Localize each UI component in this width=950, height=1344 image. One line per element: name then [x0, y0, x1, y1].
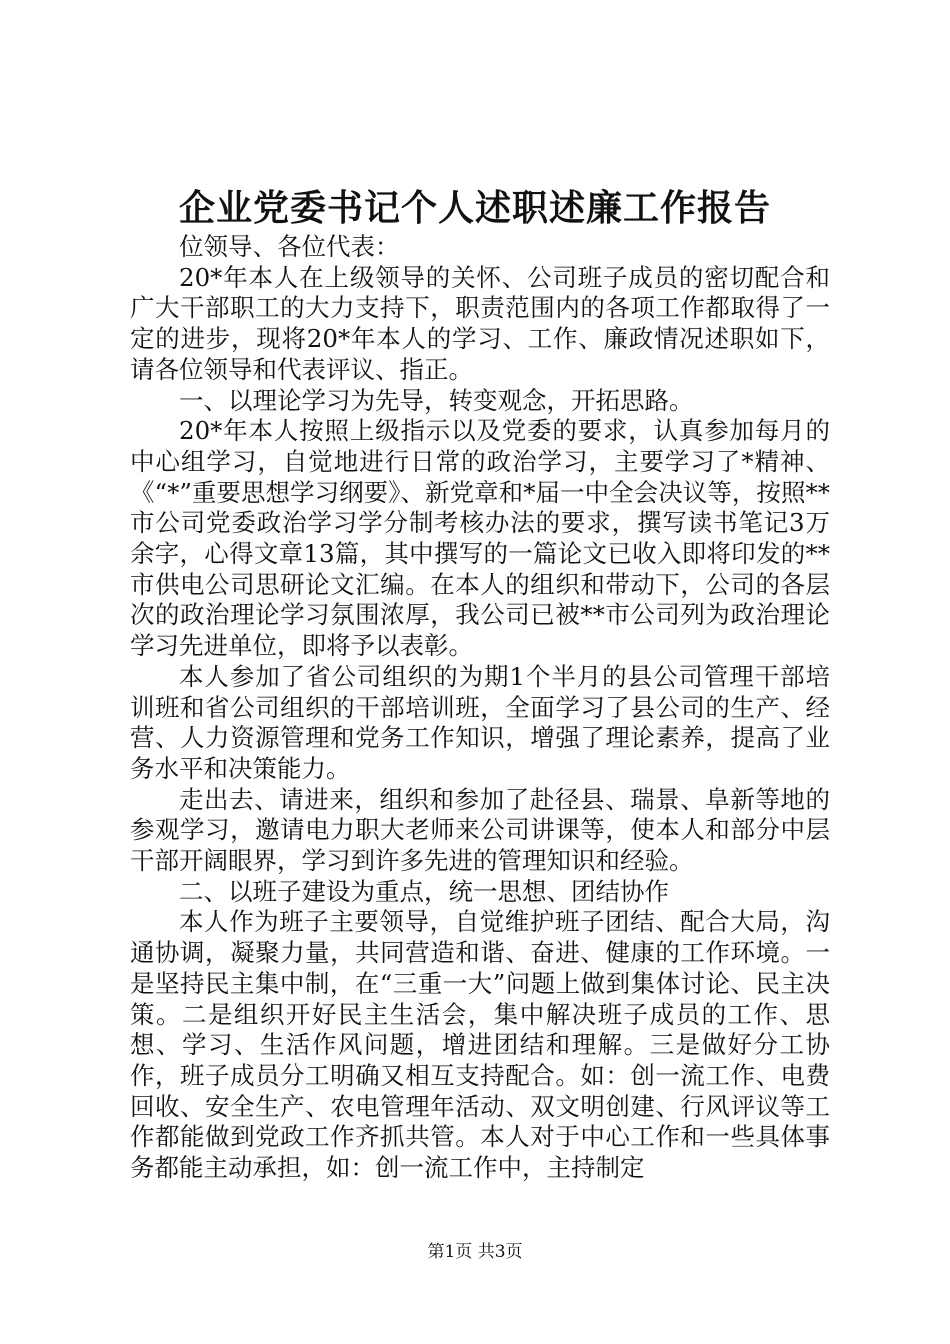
section-heading-2: 二、以班子建设为重点，统一思想、团结协作 — [179, 876, 669, 906]
document-body — [130, 232, 830, 1184]
paragraph-intro: 20*年本人在上级领导的关怀、公司班子成员的密切配合和广大干部职工的大力支持下，职责范围内的各项工作都取得了一定的进步，现将20*年本人的学习、工作、廉政情况述职如下，请各位领导和代表评议、指正。 — [130, 262, 830, 384]
paragraph-salutation: 位领导、各位代表： — [179, 232, 400, 261]
paragraph-visits: 走出去、请进来，组织和参加了赴径县、瑞景、阜新等地的参观学习，邀请电力职大老师来公司讲课等，使本人和部分中层干部开阔眼界，学习到许多先进的管理知识和经验。 — [130, 784, 830, 876]
paragraph-study: 20*年本人按照上级指示以及党委的要求，认真参加每月的中心组学习，自觉地进行日常的政治学习，主要学习了*精神、《“*”重要思想学习纲要》、新党章和*届一中全会决议等，按照**市公司党委政治学习学分制考核办法的要求，撰写读书笔记3万余字，心得文章13篇，其中撰写的一篇论文已收入即将印发的**市供电公司思研论文汇编。在本人的组织和带动下，公司的各层次的政治理论学习氛围浓厚，我公司已被**市公司列为政治理论学习先进单位，即将予以表彰。 — [130, 416, 830, 661]
page-footer: 第1页 共3页 — [427, 1242, 523, 1262]
document-title: 企业党委书记个人述职述廉工作报告 — [178, 187, 771, 229]
section-heading-1: 一、以理论学习为先导，转变观念，开拓思路。 — [179, 385, 694, 415]
paragraph-team: 本人作为班子主要领导，自觉维护班子团结、配合大局，沟通协调，凝聚力量，共同营造和谐、奋进、健康的工作环境。一是坚持民主集中制，在“三重一大”问题上做到集体讨论、民主决策。二是组织开好民主生活会，集中解决班子成员的工作、思想、学习、生活作风问题，增进团结和理解。三是做好分工协作，班子成员分工明确又相互支持配合。如：创一流工作、电费回收、安全生产、农电管理年活动、双文明创建、行风评议等工作都能做到党政工作齐抓共管。本人对于中心工作和一些具体事务都能主动承担，如：创一流工作中，主持制定 — [130, 907, 830, 1183]
paragraph-training: 本人参加了省公司组织的为期1个半月的县公司管理干部培训班和省公司组织的干部培训班，全面学习了县公司的生产、经营、人力资源管理和党务工作知识，增强了理论素养，提高了业务水平和决策能力。 — [130, 661, 830, 783]
